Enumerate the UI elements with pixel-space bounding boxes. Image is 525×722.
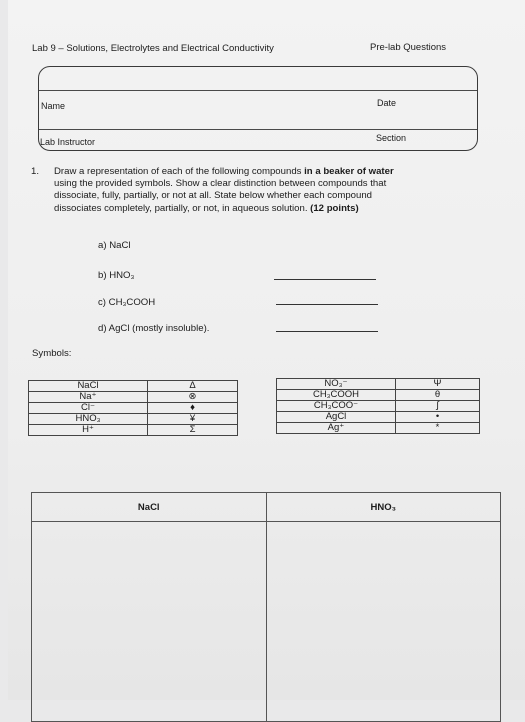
- answer-line-d[interactable]: [276, 331, 378, 332]
- student-info-box: [38, 66, 478, 151]
- prelab-heading: Pre-lab Questions: [370, 42, 447, 53]
- species-cell: CH₃COO⁻: [277, 401, 396, 412]
- symbols-label: Symbols:: [32, 348, 72, 359]
- symbol-cell: ∫: [396, 401, 480, 412]
- symbol-row: [277, 390, 480, 401]
- question-emphasis: in a beaker of water: [304, 166, 394, 177]
- question-line3: dissociate, fully, partially, or not at all. State below whether each compound: [54, 190, 373, 202]
- symbol-cell: θ: [396, 390, 480, 401]
- species-cell: Cl⁻: [29, 403, 148, 414]
- symbol-row: [29, 403, 238, 414]
- species-cell: NO₃⁻: [277, 379, 396, 390]
- symbol-cell: Ψ: [396, 379, 480, 390]
- symbols-table-right: [276, 378, 480, 434]
- species-cell: CH₃COOH: [277, 390, 396, 401]
- item-c: c) CH₃COOH: [98, 297, 156, 308]
- species-cell: Na⁺: [29, 392, 148, 403]
- beaker-drawing-table: [31, 492, 501, 722]
- answer-line-c[interactable]: [276, 304, 378, 305]
- info-divider-top: [39, 90, 477, 91]
- item-b: b) HNO₃: [98, 270, 135, 281]
- instructor-label: Lab Instructor: [40, 137, 96, 147]
- symbol-row: [277, 401, 480, 412]
- info-divider-bottom: [39, 129, 477, 130]
- symbol-row: [29, 381, 238, 392]
- item-a: a) NaCl: [98, 240, 131, 251]
- beaker-header-hno3: HNO₃: [266, 493, 501, 522]
- symbol-row: [29, 425, 238, 436]
- beaker-drawing-area-hno3[interactable]: [266, 522, 501, 722]
- worksheet-page: [8, 0, 525, 700]
- species-cell: NaCl: [29, 381, 148, 392]
- question-line1: Draw a representation of each of the following compounds: [54, 166, 305, 177]
- species-cell: H⁺: [29, 425, 148, 436]
- symbol-row: [277, 412, 480, 423]
- answer-line-b[interactable]: [274, 279, 376, 280]
- species-cell: AgCl: [277, 412, 396, 423]
- question-line4: dissociates completely, partially, or not, in aqueous solution.: [54, 202, 308, 214]
- question-line2: using the provided symbols. Show a clear distinction between compounds that: [54, 178, 387, 190]
- symbol-cell: Σ: [148, 425, 238, 436]
- beaker-drawing-area-nacl[interactable]: [32, 522, 267, 722]
- symbol-row: [29, 392, 238, 403]
- symbol-cell: ¥: [148, 414, 238, 425]
- symbol-row: [277, 379, 480, 390]
- question-text: [54, 166, 494, 215]
- name-label: Name: [41, 101, 66, 111]
- symbol-cell: Δ: [148, 381, 238, 392]
- symbol-row: [29, 414, 238, 425]
- symbol-cell: ⊗: [148, 392, 238, 403]
- question-number: 1.: [31, 166, 40, 177]
- beaker-header-nacl: NaCl: [32, 493, 267, 522]
- species-cell: HNO₃: [29, 414, 148, 425]
- symbol-cell: *: [396, 423, 480, 434]
- worksheet-title: Lab 9 – Solutions, Electrolytes and Electrical Conductivity: [32, 43, 274, 54]
- symbol-row: [277, 423, 480, 434]
- date-label: Date: [377, 98, 397, 108]
- symbol-cell: •: [396, 412, 480, 423]
- question-points: (12 points): [310, 202, 359, 214]
- symbols-table-left: [28, 380, 238, 436]
- symbol-cell: ♦: [148, 403, 238, 414]
- species-cell: Ag⁺: [277, 423, 396, 434]
- section-label: Section: [376, 133, 407, 143]
- item-d: d) AgCl (mostly insoluble).: [98, 323, 210, 334]
